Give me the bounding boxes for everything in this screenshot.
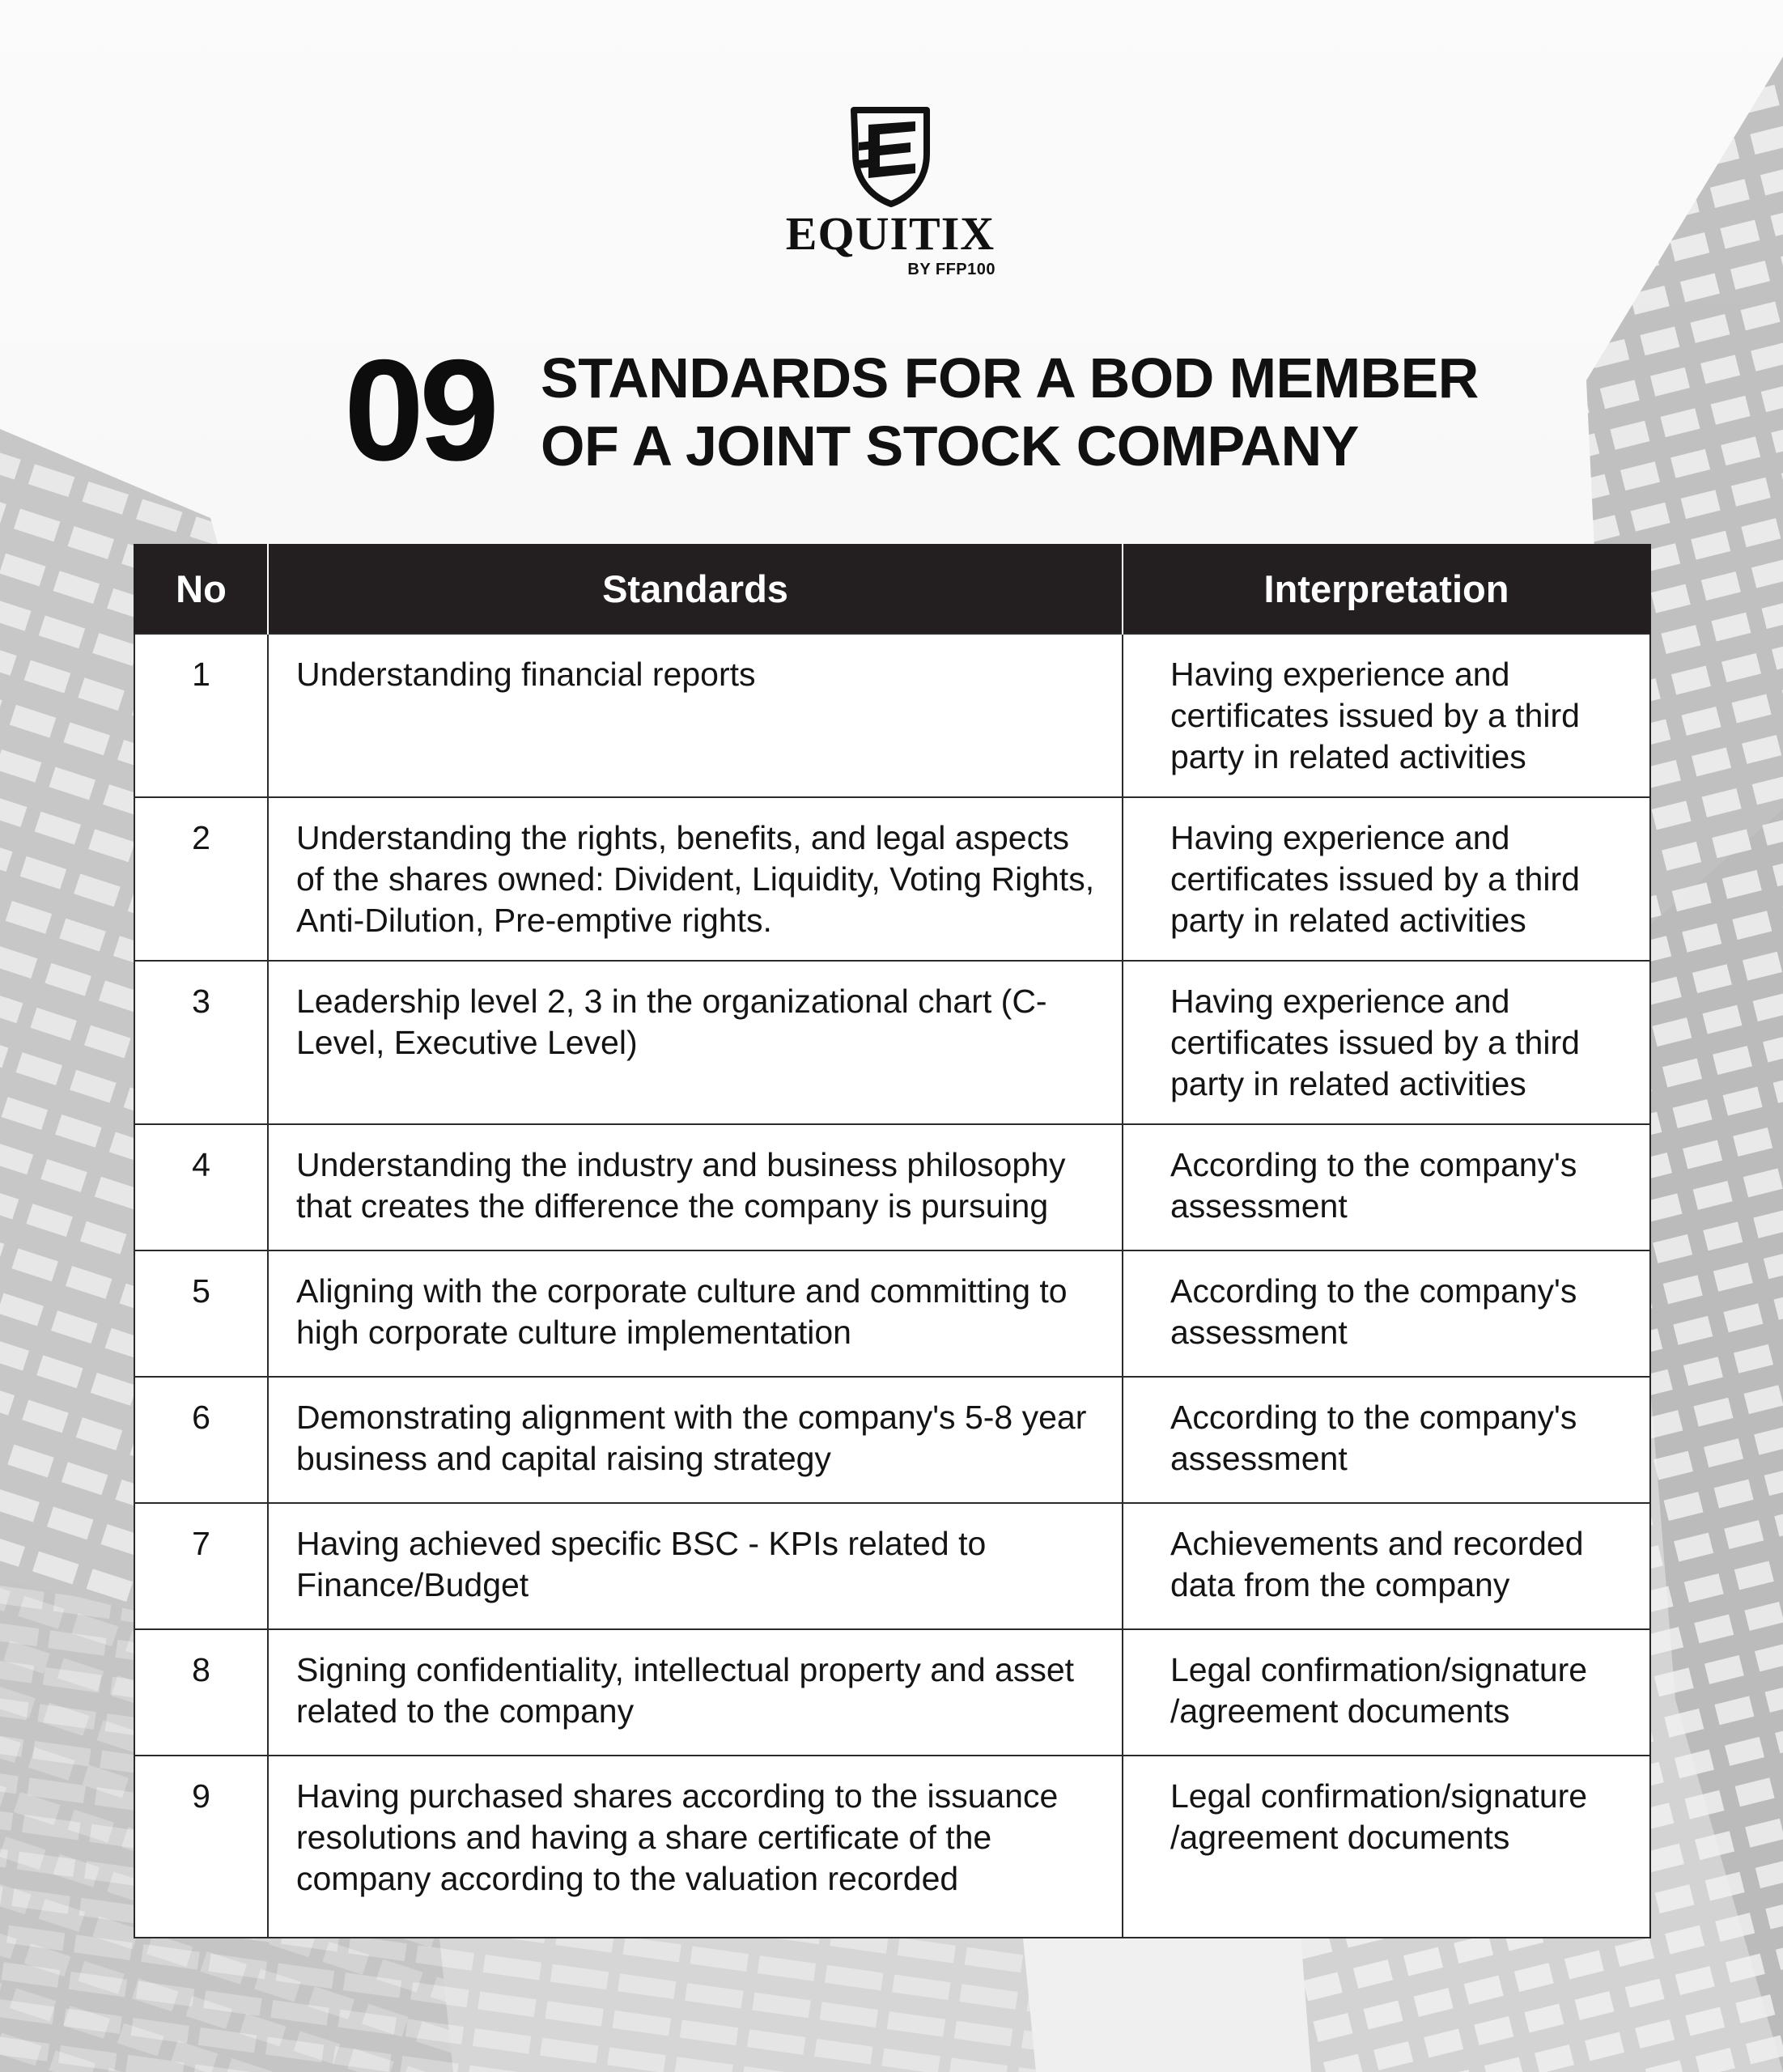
row-standard: Demonstrating alignment with the company's 5-8 year business and capital raising strategy [268,1377,1123,1503]
table-header-row [134,544,1650,634]
brand-subtitle: BY FFP100 [907,261,996,278]
title-number: 09 [344,329,495,490]
standards-table [134,544,1651,1938]
row-number: 3 [134,961,268,1124]
table-row [134,1756,1650,1938]
title-line-2: OF A JOINT STOCK COMPANY [541,414,1359,478]
row-standard: Leadership level 2, 3 in the organizational chart (C-Level, Executive Level) [268,961,1123,1124]
row-standard: Understanding the industry and business philosophy that creates the difference the company is pursuing [268,1124,1123,1250]
row-number: 9 [134,1756,268,1938]
table-row [134,961,1650,1124]
table-row [134,1377,1650,1503]
row-number: 2 [134,797,268,961]
row-interpretation: Having experience and certificates issued by a third party in related activities [1123,961,1650,1124]
table-row [134,1124,1650,1250]
row-number: 6 [134,1377,268,1503]
row-number: 8 [134,1629,268,1756]
row-interpretation: Having experience and certificates issued by a third party in related activities [1123,797,1650,961]
table-row [134,797,1650,961]
row-interpretation: Legal confirmation/signature /agreement documents [1123,1756,1650,1938]
row-standard: Having achieved specific BSC - KPIs related to Finance/Budget [268,1503,1123,1629]
table-row [134,634,1650,797]
row-number: 4 [134,1124,268,1250]
row-number: 1 [134,634,268,797]
row-number: 7 [134,1503,268,1629]
row-standard: Aligning with the corporate culture and committing to high corporate culture implementation [268,1250,1123,1377]
row-standard: Having purchased shares according to the issuance resolutions and having a share certificate of the company according to the valuation recorded [268,1756,1123,1938]
header-no: No [134,544,268,634]
shield-e-icon [846,104,936,207]
title-line-1: STANDARDS FOR A BOD MEMBER [541,346,1479,410]
row-interpretation: Legal confirmation/signature /agreement documents [1123,1629,1650,1756]
row-interpretation: Achievements and recorded data from the company [1123,1503,1650,1629]
row-interpretation: According to the company's assessment [1123,1377,1650,1503]
row-standard: Understanding the rights, benefits, and legal aspects of the shares owned: Divident, Liquidity, Voting Rights, Anti-Dilution, Pre-emptive rights. [268,797,1123,961]
header-standards: Standards [268,544,1123,634]
row-interpretation: Having experience and certificates issued by a third party in related activities [1123,634,1650,797]
header-interpretation: Interpretation [1123,544,1650,634]
row-standard: Understanding financial reports [268,634,1123,797]
table-row [134,1629,1650,1756]
row-interpretation: According to the company's assessment [1123,1124,1650,1250]
brand-name: EQUITIX [785,207,996,260]
table-row [134,1503,1650,1629]
row-standard: Signing confidentiality, intellectual property and asset related to the company [268,1629,1123,1756]
table-row [134,1250,1650,1377]
row-interpretation: According to the company's assessment [1123,1250,1650,1377]
row-number: 5 [134,1250,268,1377]
